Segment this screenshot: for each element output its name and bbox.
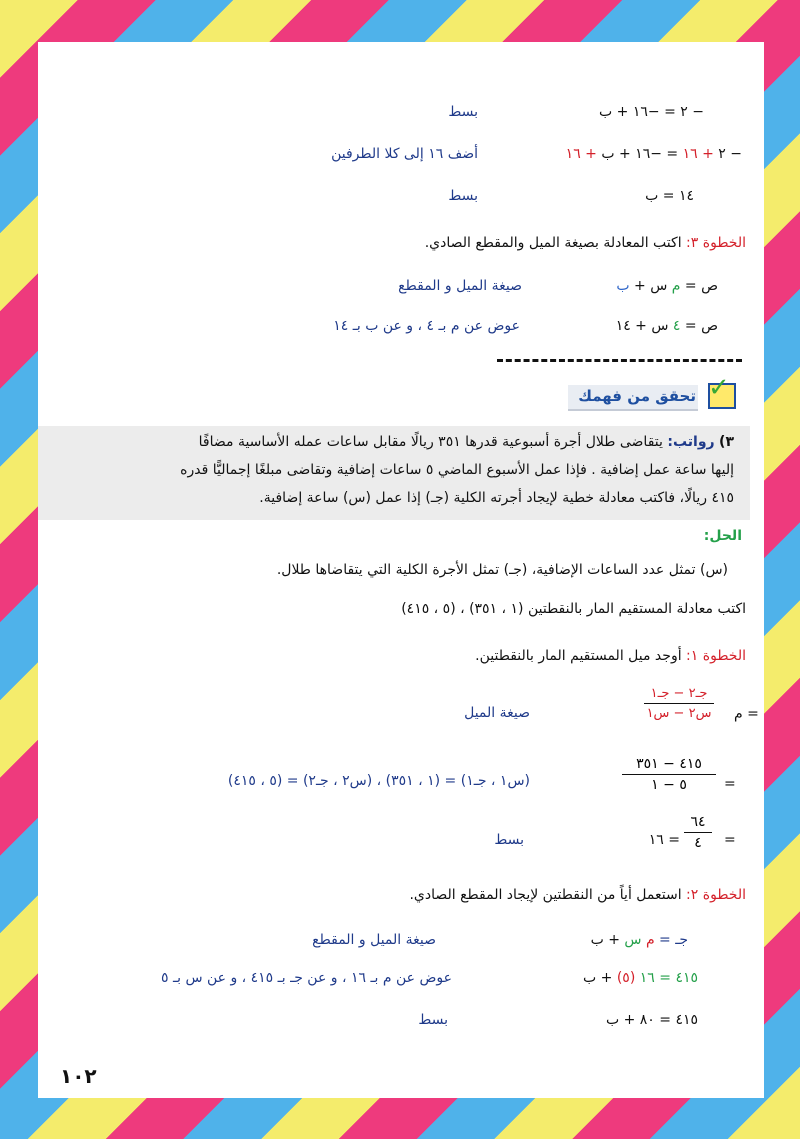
slope-formula-fraction — [644, 686, 714, 721]
solution-label: الحل: — [703, 528, 742, 544]
slope-value: ٤ — [672, 318, 681, 334]
check-understanding-banner — [568, 385, 698, 411]
simplify-numerator: ٦٤ — [690, 814, 706, 830]
check-box-icon — [708, 373, 736, 409]
simplify-fraction — [684, 814, 712, 851]
slope-numerator: جـ٢ − جـ١ — [650, 686, 708, 701]
x-value: (٥) — [616, 970, 640, 986]
fraction-bar — [684, 832, 712, 833]
points-assignment: (س١ ، جـ١) = (١ ، ٣٥١) ، (س٢ ، جـ٢) = (٥ ، ٤١٥) — [227, 773, 530, 789]
problem-label: رواتب: — [667, 434, 715, 450]
simplify-equals: = — [724, 832, 736, 848]
step1-text: أوجد ميل المستقيم المار بالنقطتين. — [475, 648, 687, 664]
fraction-bar — [644, 703, 714, 704]
eq-part: + ب — [590, 932, 625, 948]
eq-part: س + ١٤ — [615, 318, 673, 334]
x-symbol: س — [624, 932, 646, 948]
note-row-1: بسط — [448, 104, 478, 120]
step2-note-1: صيغة الميل و المقطع — [312, 932, 436, 948]
note-row-2: أضف ١٦ إلى كلا الطرفين — [331, 146, 478, 162]
slope-result: = ١٦ — [648, 832, 680, 848]
substitution-fraction — [622, 756, 716, 793]
step2-note-3: بسط — [418, 1012, 448, 1028]
slope-symbol: م — [645, 932, 655, 948]
problem-text-1: يتقاضى طلال أجرة أسبوعية قدرها ٣٥١ ريالًا مقابل ساعات عمله الأساسية مضافًا — [198, 434, 668, 450]
step2-equation-3: ٤١٥ = ٨٠ + ب — [605, 1012, 698, 1028]
page-sheet — [38, 42, 764, 1098]
simplify-denominator: ٤ — [694, 835, 702, 851]
eq-part: ٤١٥ = — [654, 970, 698, 986]
slope-value: ١٦ — [639, 970, 655, 986]
eq-part: جـ = — [654, 932, 688, 948]
sub-equals: = — [724, 776, 736, 792]
step2-text: استعمل أياً من النقطتين لإيجاد المقطع الصادي. — [409, 887, 687, 903]
step3-note-1: صيغة الميل و المقطع — [398, 278, 522, 294]
step3-text: اكتب المعادلة بصيغة الميل والمقطع الصادي. — [424, 235, 687, 251]
page-number: ١٠٢ — [60, 1064, 97, 1088]
step3-heading — [425, 235, 746, 251]
problem-box — [38, 426, 750, 520]
step2-label: الخطوة ٢: — [686, 887, 746, 903]
problem-line-1 — [34, 434, 734, 450]
step2-note-2: عوض عن م بـ ١٦ ، و عن جـ بـ ٤١٥ ، و عن س بـ ٥ — [161, 970, 452, 986]
step2-equation-1 — [591, 932, 688, 948]
eq-part: − ٢ — [713, 146, 742, 162]
simplify-note: بسط — [494, 832, 524, 848]
step2-equation-2 — [583, 970, 698, 986]
eq-red-part: + ١٦ — [565, 146, 597, 162]
problem-number: ٣) — [719, 434, 734, 450]
eq-part: ص = — [680, 278, 718, 294]
solution-line-1: (س) تمثل عدد الساعات الإضافية، (جـ) تمثل الأجرة الكلية التي يتقاضاها طلال. — [276, 562, 728, 578]
eq-part: = −١٦ + ب — [596, 146, 683, 162]
fraction-bar — [622, 774, 716, 775]
eq-part: ص = — [680, 318, 718, 334]
solution-line-2: اكتب معادلة المستقيم المار بالنقطتين (١ ، ٣٥١) ، (٥ ، ٤١٥) — [401, 601, 746, 617]
equation-row-3: ١٤ = ب — [645, 188, 694, 204]
substitution-numerator: ٤١٥ − ٣٥١ — [636, 756, 702, 772]
step3-equation-1 — [616, 278, 718, 294]
step1-label: الخطوة ١: — [686, 648, 746, 664]
step3-note-2: عوض عن م بـ ٤ ، و عن ب بـ ١٤ — [333, 318, 520, 334]
eq-red-part: + ١٦ — [682, 146, 714, 162]
problem-line-2: إليها ساعة عمل إضافية . فإذا عمل الأسبوع الماضي ٥ ساعات إضافية وتقاضى مبلغًا إجماليًّا قدره — [180, 462, 734, 478]
section-divider — [497, 359, 742, 362]
equation-row-2 — [566, 146, 742, 162]
equation-row-1: − ٢ = −١٦ + ب — [599, 104, 704, 120]
check-understanding-title: تحقق من فهمك — [578, 387, 696, 405]
slope-formula-note: صيغة الميل — [464, 705, 530, 721]
eq-part: س + — [629, 278, 672, 294]
substitution-denominator: ٥ − ١ — [651, 777, 687, 793]
step3-equation-2 — [616, 318, 718, 334]
checkmark-icon: ✓ — [708, 373, 730, 403]
eq-part: + ب — [583, 970, 617, 986]
slope-denominator: س٢ − س١ — [646, 706, 712, 721]
step3-label: الخطوة ٣: — [686, 235, 746, 251]
note-row-3: بسط — [448, 188, 478, 204]
step2-heading — [409, 887, 746, 903]
slope-lhs: م = — [734, 706, 759, 722]
intercept-symbol: ب — [616, 278, 630, 294]
slope-symbol: م — [671, 278, 681, 294]
step1-heading — [475, 648, 746, 664]
problem-line-3: ٤١٥ ريالًا، فاكتب معادلة خطية لإيجاد أجرته الكلية (جـ) إذا عمل (س) ساعة إضافية. — [259, 490, 734, 506]
